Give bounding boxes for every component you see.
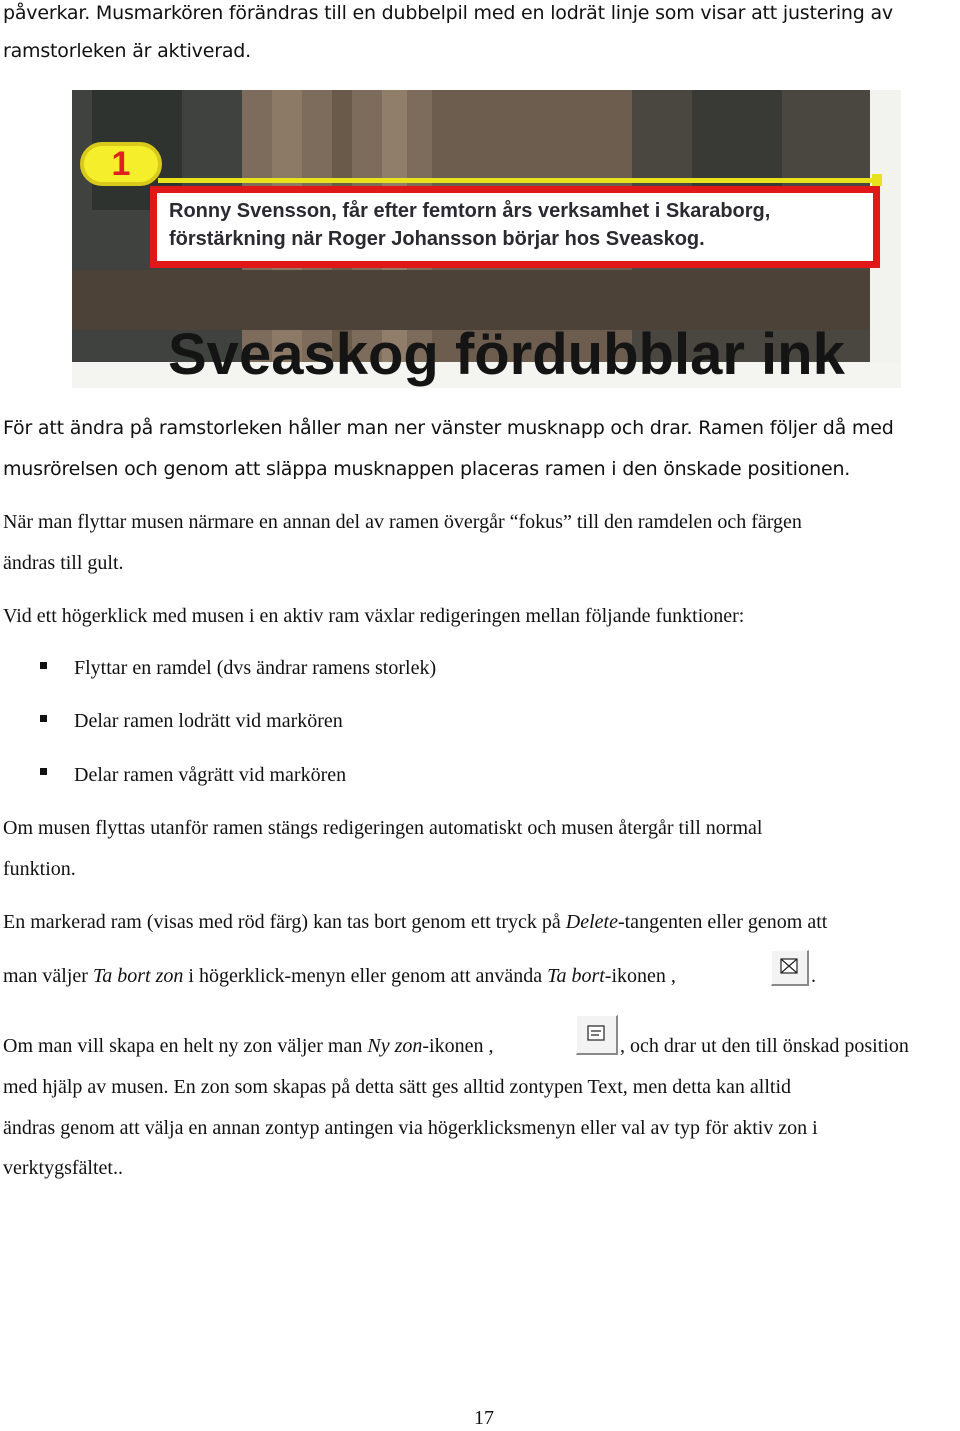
delete-zone-glyph: [772, 951, 806, 983]
delete-zone-icon[interactable]: [771, 950, 809, 986]
para4-line-2: funktion.: [3, 858, 76, 880]
bullet-item-3: Delar ramen vågrätt vid markören: [74, 764, 347, 786]
para5-text: i högerklick-menyn eller genom att använda: [183, 965, 548, 987]
new-zone-icon[interactable]: [576, 1015, 618, 1055]
para5-text: -tangenten eller genom att: [617, 911, 828, 933]
para6-line-4: verktygsfältet..: [3, 1157, 123, 1179]
new-zone-icon-name: Ny zon: [367, 1035, 423, 1057]
para3-line-1: Vid ett högerklick med musen i en aktiv ram växlar redigeringen mellan följande funktioner:: [3, 605, 745, 627]
caption-line-1: Ronny Svensson, får efter femtorn års verksamhet i Skaraborg,: [169, 200, 771, 222]
new-zone-glyph: [577, 1016, 615, 1052]
para4-line-1: Om musen flyttas utanför ramen stängs redigeringen automatiskt och musen återgår till normal: [3, 817, 763, 839]
para6-text: -ikonen ,: [422, 1035, 494, 1057]
page-number: 17: [474, 1407, 494, 1429]
bullet-item-1: Flyttar en ramdel (dvs ändrar ramens storlek): [74, 657, 437, 679]
para5-line-1: [3, 909, 827, 935]
delete-key-name: Delete: [565, 911, 618, 933]
zone-number-badge: 1: [80, 142, 162, 186]
para2-line-1: När man flyttar musen närmare en annan del av ramen övergår “fokus” till den ramdelen och färgen: [3, 511, 802, 533]
intro-line-1: påverkar. Musmarkören förändras till en dubbelpil med en lodrät linje som visar att justering av: [3, 2, 893, 24]
para5-text: man väljer: [3, 965, 93, 987]
caption-line-2: förstärkning när Roger Johansson börjar hos Sveaskog.: [169, 228, 705, 250]
intro-line-2: ramstorleken är aktiverad.: [3, 40, 251, 62]
article-headline: Sveaskog fördubblar ink: [168, 322, 845, 387]
bullet-marker: [40, 715, 47, 722]
para5-text: -ikonen ,: [604, 965, 676, 987]
delete-zone-menu-item-name: Ta bort zon: [92, 965, 184, 987]
para6-line-3: ändras genom att välja en annan zontyp antingen via högerklicksmenyn eller val av typ för aktiv zon i: [3, 1117, 818, 1139]
para1-line-1: För att ändra på ramstorleken håller man ner vänster musknapp och drar. Ramen följer då med: [3, 417, 894, 439]
focus-frame-top-edge: [158, 178, 882, 183]
para6-line-1a: [3, 1033, 493, 1059]
para2-line-2: ändras till gult.: [3, 552, 124, 574]
para6-line-2: med hjälp av musen. En zon som skapas på detta sätt ges alltid zontypen Text, men detta kan alltid: [3, 1076, 792, 1098]
focus-frame-corner: [872, 174, 882, 186]
delete-icon-name: Ta bort: [547, 965, 605, 987]
selected-zone-frame: [150, 186, 880, 268]
para6-line-1b: , och drar ut den till önskad position: [620, 1035, 909, 1057]
para6-text: Om man vill skapa en helt ny zon väljer man: [3, 1035, 368, 1057]
bullet-marker: [40, 768, 47, 775]
newspaper-screenshot-figure: [72, 90, 901, 388]
para5-text: En markerad ram (visas med röd färg) kan tas bort genom ett tryck på: [3, 911, 566, 933]
bullet-marker: [40, 662, 47, 669]
para5-line-2: [3, 963, 676, 989]
para1-line-2: musrörelsen och genom att släppa musknappen placeras ramen i den önskade positionen.: [3, 458, 851, 480]
bullet-item-2: Delar ramen lodrätt vid markören: [74, 710, 343, 732]
para5-period: .: [811, 965, 816, 987]
